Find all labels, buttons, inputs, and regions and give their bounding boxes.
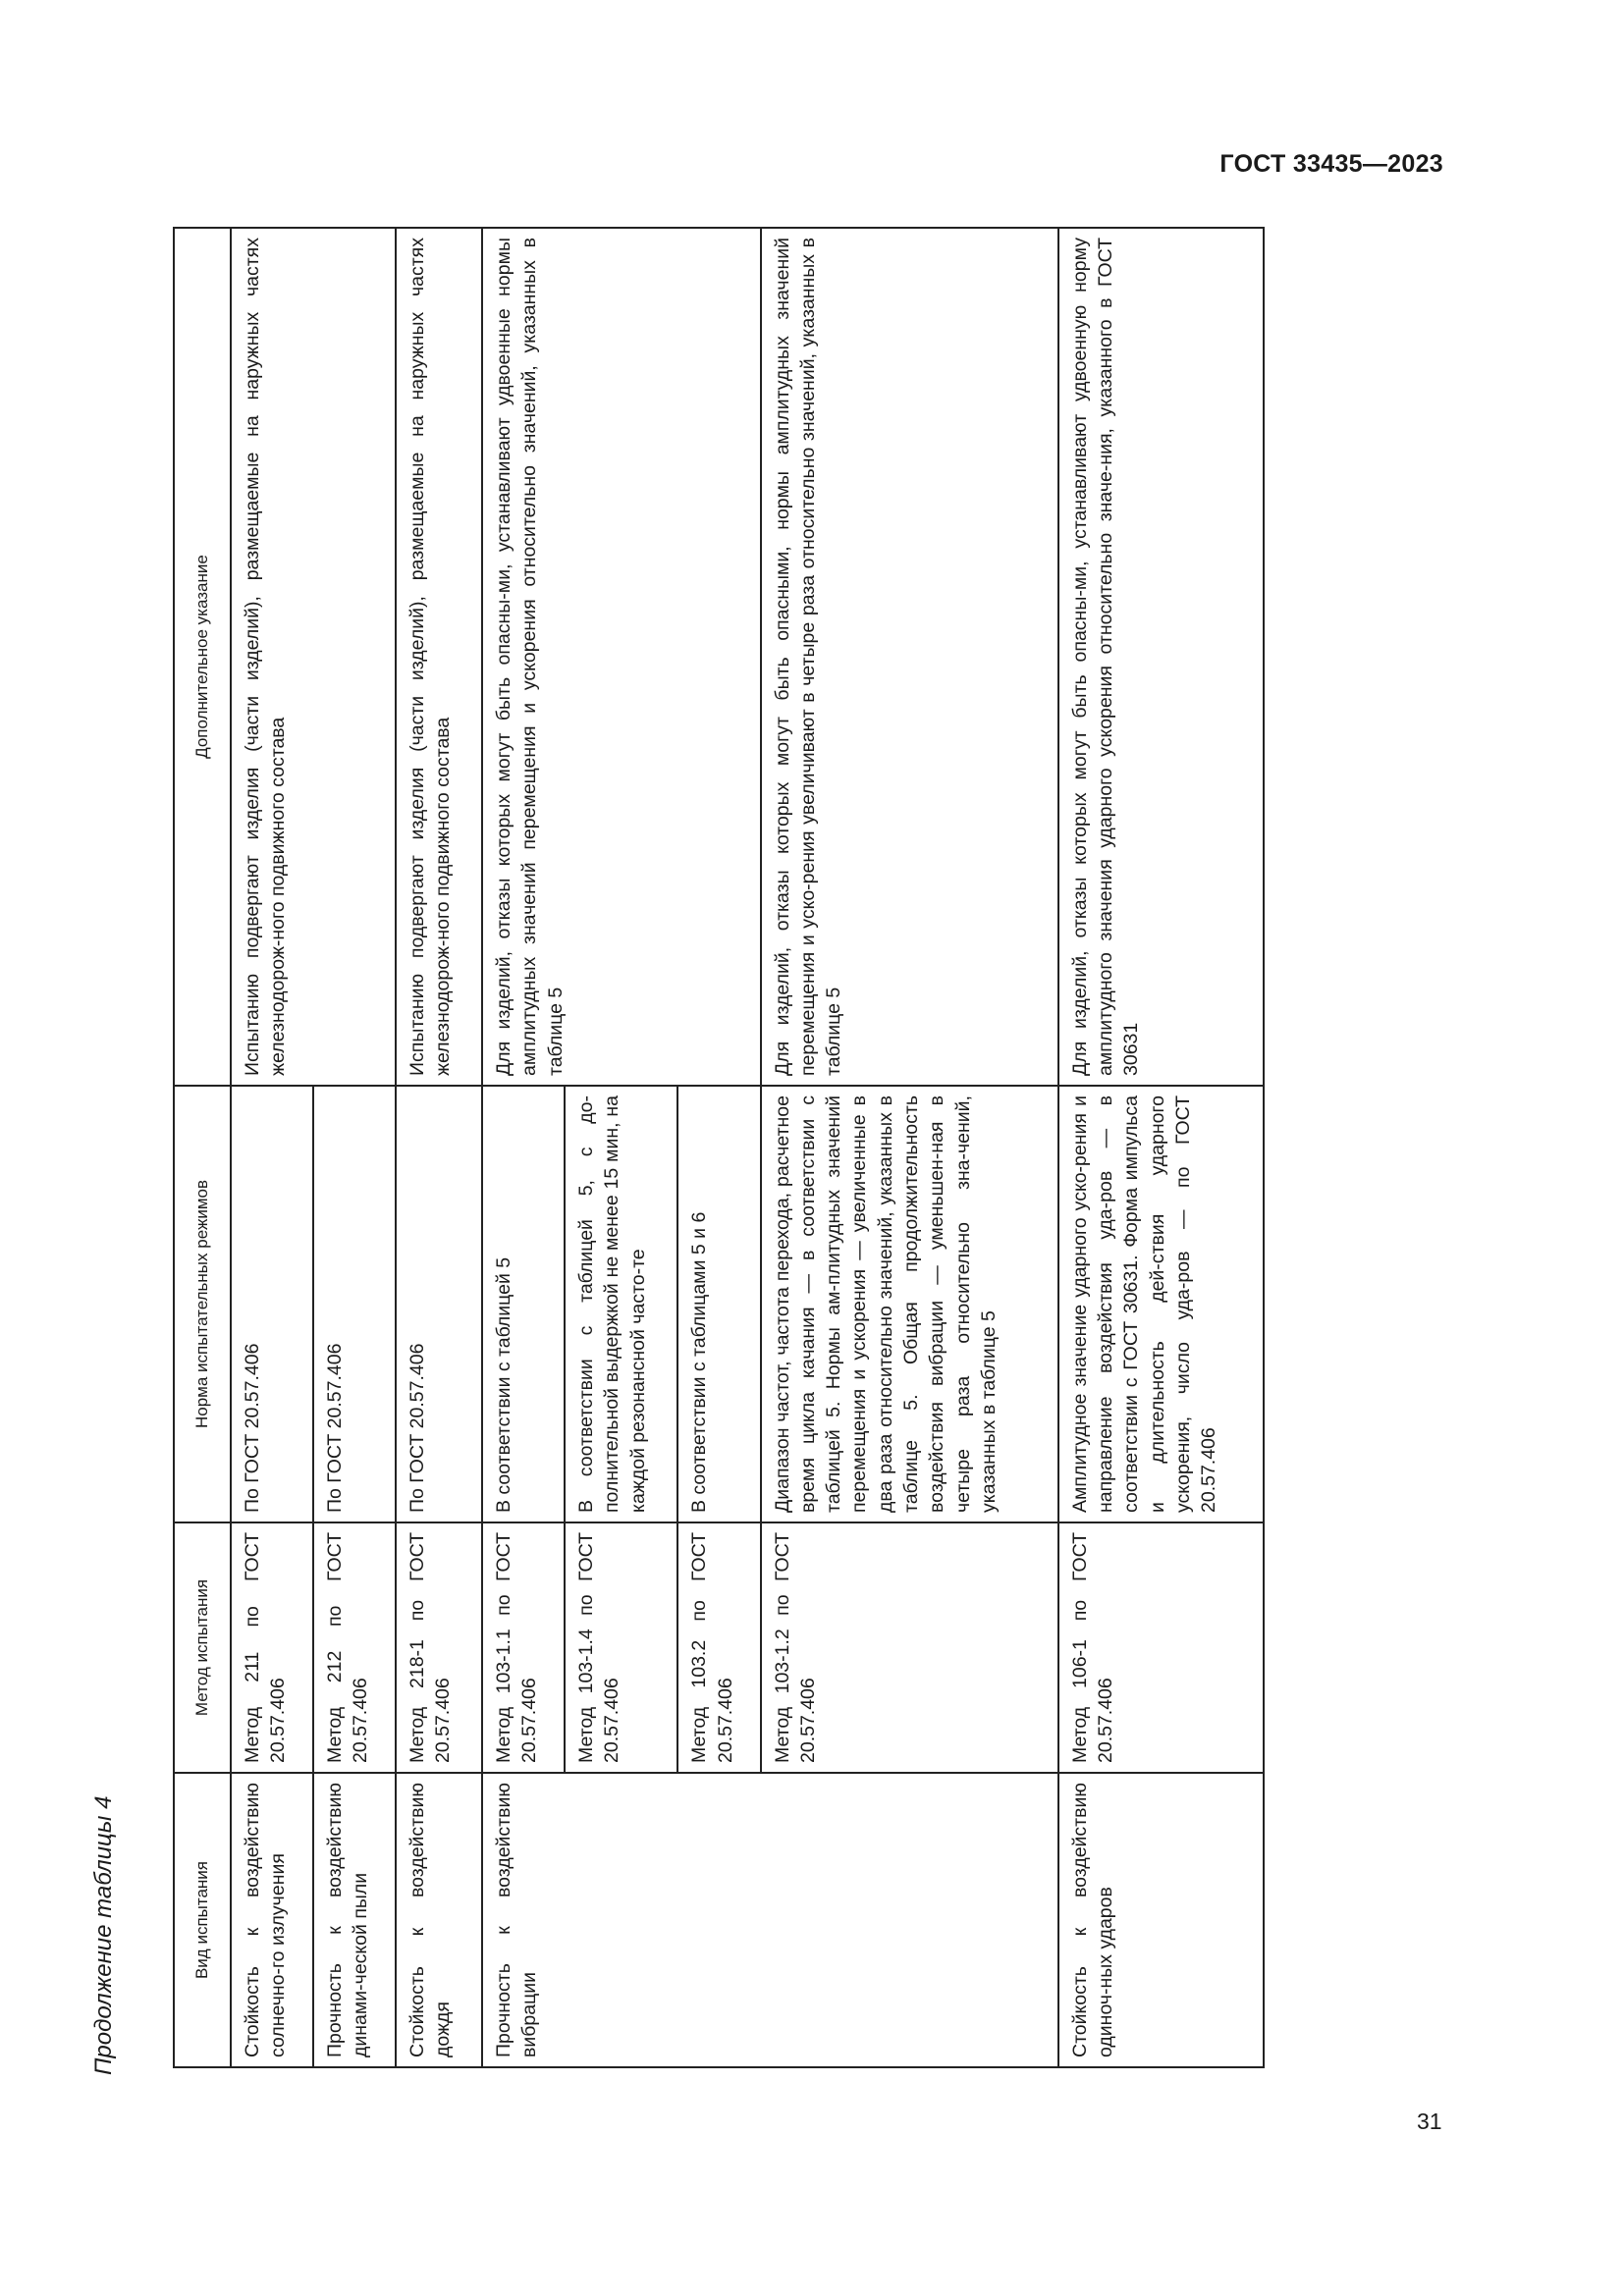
cell-method: Метод 103.2 по ГОСТ 20.57.406 [677, 1522, 760, 1773]
column-header: Норма испытательных режимов [174, 1086, 231, 1522]
table-container [173, 229, 1265, 2068]
cell-note: Для изделий, отказы которых могут быть опасны-ми, устанавливают удвоенную норму амплитудного значения ударного ускорения относительно значе-ния, указанного в ГОСТ 30631 [1058, 228, 1264, 1086]
cell-norm: Амплитудное значение ударного уско-рения и направление воздействия уда-ров — в соответствии с ГОСТ 30631. Форма импульса и длительность дей-ствия ударного ускорения, число уда-ров — по ГОСТ 20.57.406 [1058, 1086, 1264, 1522]
cell-method: Метод 103-1.1 по ГОСТ 20.57.406 [482, 1522, 565, 1773]
cell-method: Метод 106-1 по ГОСТ 20.57.406 [1058, 1522, 1264, 1773]
cell-norm: В соответствии с таблицами 5 и 6 [677, 1086, 760, 1522]
table-header-row [174, 228, 231, 2067]
cell-note: Испытанию подвергают изделия (части изделий), размещаемые на наружных частях железнодорож-ного подвижного состава [396, 228, 482, 1086]
column-header: Вид испытания [174, 1773, 231, 2067]
cell-method: Метод 103-1.4 по ГОСТ 20.57.406 [565, 1522, 677, 1773]
cell-norm: По ГОСТ 20.57.406 [231, 1086, 313, 1522]
cell-method: Метод 103-1.2 по ГОСТ 20.57.406 [761, 1522, 1058, 1773]
cell-method: Метод 212 по ГОСТ 20.57.406 [313, 1522, 396, 1773]
page-number: 31 [1417, 2109, 1442, 2134]
table-row [231, 228, 313, 2067]
cell-kind: Стойкость к воздействию дождя [396, 1773, 482, 2067]
column-header: Дополнительное указание [174, 228, 231, 1086]
cell-kind: Прочность к воздействию вибрации [482, 1773, 1058, 2067]
column-header: Метод испытания [174, 1522, 231, 1773]
table-row [396, 228, 482, 2067]
cell-norm: В соответствии с таблицей 5, с до-полнительной выдержкой не менее 15 мин, на каждой резонансной часто-те [565, 1086, 677, 1522]
table-row [1058, 228, 1264, 2067]
cell-norm: В соответствии с таблицей 5 [482, 1086, 565, 1522]
cell-method: Метод 218-1 по ГОСТ 20.57.406 [396, 1522, 482, 1773]
cell-norm: По ГОСТ 20.57.406 [396, 1086, 482, 1522]
cell-kind: Стойкость к воздействию солнечно-го излучения [231, 1773, 313, 2067]
test-requirements-table [173, 227, 1265, 2068]
cell-kind: Стойкость к воздействию одиноч-ных ударов [1058, 1773, 1264, 2067]
table-row [482, 228, 565, 2067]
cell-note: Для изделий, отказы которых могут быть опасными, нормы амплитудных значений перемещения и уско-рения увеличивают в четыре раза относительно значений, указанных в таблице 5 [761, 228, 1058, 1086]
document-code: ГОСТ 33435—2023 [1219, 150, 1443, 178]
cell-note: Для изделий, отказы которых могут быть опасны-ми, устанавливают удвоенные нормы амплитудных значений перемещения и ускорения относительно значений, указанных в таблице 5 [482, 228, 760, 1086]
cell-kind: Прочность к воздействию динами-ческой пыли [313, 1773, 396, 2067]
cell-method: Метод 211 по ГОСТ 20.57.406 [231, 1522, 313, 1773]
cell-norm: Диапазон частот, частота перехода, расчетное время цикла качания — в соответствии с таблицей 5. Нормы ам-плитудных значений перемещения и ускорения — увеличенные в два раза относительно значений, указанных в таблице 5. Общая продолжительность воздействия вибрации — уменьшен-ная в четыре раза относительно зна-чений, указанных в таблице 5 [761, 1086, 1058, 1522]
table-caption: Продолжение таблицы 4 [90, 1795, 117, 2075]
cell-note: Испытанию подвергают изделия (части изделий), размещаемые на наружных частях железнодорож-ного подвижного состава [231, 228, 396, 1086]
cell-norm: По ГОСТ 20.57.406 [313, 1086, 396, 1522]
